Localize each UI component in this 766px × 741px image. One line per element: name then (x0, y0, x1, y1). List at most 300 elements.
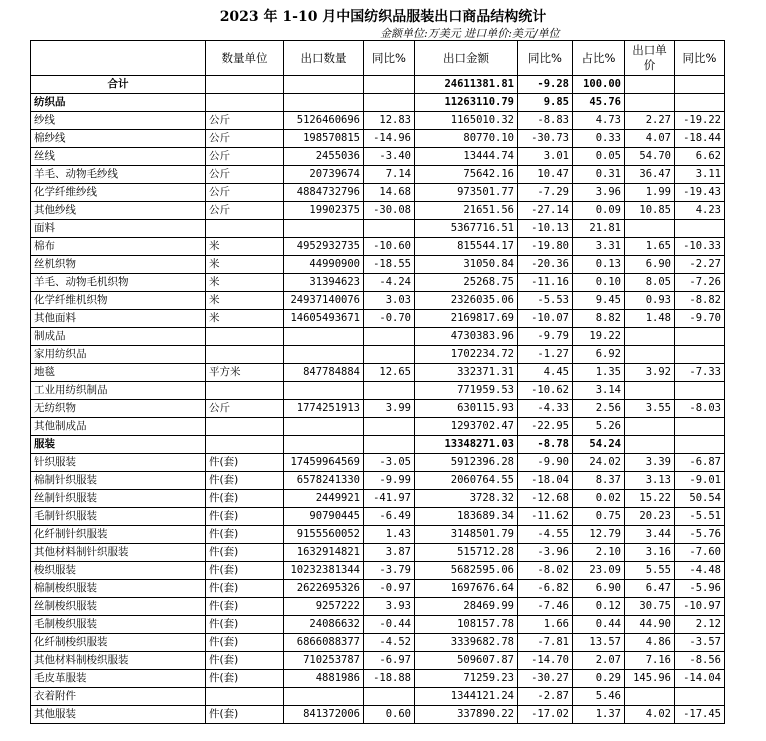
amount-cell: 13444.74 (415, 148, 518, 166)
share-cell: 2.56 (573, 400, 625, 418)
price-cell: 54.70 (625, 148, 675, 166)
price-cell: 3.44 (625, 526, 675, 544)
amount-yoy-cell: 10.47 (518, 166, 573, 184)
amount-cell: 1344121.24 (415, 688, 518, 706)
unit-cell: 公斤 (206, 184, 284, 202)
table-row (31, 706, 725, 724)
price-yoy-cell: 2.12 (675, 616, 725, 634)
item-name: 棉制针织服装 (31, 472, 206, 490)
qty-yoy-cell: 3.99 (364, 400, 415, 418)
share-cell: 0.09 (573, 202, 625, 220)
share-cell: 1.37 (573, 706, 625, 724)
share-cell: 5.26 (573, 418, 625, 436)
share-cell: 0.10 (573, 274, 625, 292)
item-name: 衣着附件 (31, 688, 206, 706)
amount-cell: 515712.28 (415, 544, 518, 562)
qty-yoy-cell: -4.24 (364, 274, 415, 292)
qty-yoy-cell: -18.88 (364, 670, 415, 688)
qty-yoy-cell (364, 94, 415, 112)
qty-yoy-cell: 3.87 (364, 544, 415, 562)
price-cell: 4.02 (625, 706, 675, 724)
price-cell (625, 436, 675, 454)
qty-yoy-cell: 12.83 (364, 112, 415, 130)
header-unit: 数量单位 (206, 41, 284, 76)
unit-cell: 件(套) (206, 670, 284, 688)
table-row (31, 328, 725, 346)
table-row (31, 184, 725, 202)
amount-yoy-cell: 1.66 (518, 616, 573, 634)
qty-yoy-cell (364, 418, 415, 436)
share-cell: 100.00 (573, 76, 625, 94)
price-yoy-cell: -10.97 (675, 598, 725, 616)
price-cell: 6.90 (625, 256, 675, 274)
price-yoy-cell: -7.60 (675, 544, 725, 562)
amount-cell: 71259.23 (415, 670, 518, 688)
table-row (31, 166, 725, 184)
price-cell (625, 346, 675, 364)
header-qty: 出口数量 (284, 41, 364, 76)
share-cell: 0.31 (573, 166, 625, 184)
table-row (31, 490, 725, 508)
price-cell: 36.47 (625, 166, 675, 184)
unit-cell (206, 436, 284, 454)
unit-cell: 米 (206, 274, 284, 292)
price-yoy-cell (675, 418, 725, 436)
price-cell (625, 220, 675, 238)
table-row (31, 580, 725, 598)
qty-cell: 10232381344 (284, 562, 364, 580)
amount-yoy-cell: -9.90 (518, 454, 573, 472)
table-row (31, 130, 725, 148)
price-cell: 1.48 (625, 310, 675, 328)
qty-yoy-cell: 7.14 (364, 166, 415, 184)
table-row (31, 346, 725, 364)
amount-cell: 771959.53 (415, 382, 518, 400)
page-title: 2023 年 1-10 月中国纺织品服装出口商品结构统计 (219, 9, 547, 25)
qty-cell: 4881986 (284, 670, 364, 688)
amount-cell: 5912396.28 (415, 454, 518, 472)
share-cell: 13.57 (573, 634, 625, 652)
qty-cell: 847784884 (284, 364, 364, 382)
price-cell: 1.65 (625, 238, 675, 256)
price-cell: 7.16 (625, 652, 675, 670)
amount-cell: 2060764.55 (415, 472, 518, 490)
qty-yoy-cell: -6.97 (364, 652, 415, 670)
price-cell: 145.96 (625, 670, 675, 688)
amount-cell: 1293702.47 (415, 418, 518, 436)
share-cell: 0.05 (573, 148, 625, 166)
price-cell (625, 382, 675, 400)
amount-yoy-cell: -19.80 (518, 238, 573, 256)
amount-cell: 24611381.81 (415, 76, 518, 94)
price-yoy-cell: -9.70 (675, 310, 725, 328)
share-cell: 2.10 (573, 544, 625, 562)
qty-cell (284, 76, 364, 94)
amount-cell: 31050.84 (415, 256, 518, 274)
amount-yoy-cell: -10.62 (518, 382, 573, 400)
share-cell: 21.81 (573, 220, 625, 238)
qty-yoy-cell (364, 328, 415, 346)
qty-yoy-cell: 14.68 (364, 184, 415, 202)
amount-yoy-cell: -7.46 (518, 598, 573, 616)
share-cell: 54.24 (573, 436, 625, 454)
qty-cell: 31394623 (284, 274, 364, 292)
amount-yoy-cell: -3.96 (518, 544, 573, 562)
header-amount: 出口金额 (415, 41, 518, 76)
amount-cell: 75642.16 (415, 166, 518, 184)
qty-yoy-cell (364, 76, 415, 94)
table-row (31, 310, 725, 328)
price-cell: 6.47 (625, 580, 675, 598)
qty-yoy-cell: -6.49 (364, 508, 415, 526)
share-cell: 19.22 (573, 328, 625, 346)
price-cell: 15.22 (625, 490, 675, 508)
table-row (31, 94, 725, 112)
qty-cell (284, 220, 364, 238)
price-yoy-cell: 4.23 (675, 202, 725, 220)
amount-cell: 509607.87 (415, 652, 518, 670)
amount-yoy-cell: -9.28 (518, 76, 573, 94)
qty-yoy-cell: -3.40 (364, 148, 415, 166)
qty-cell: 710253787 (284, 652, 364, 670)
amount-cell: 1702234.72 (415, 346, 518, 364)
price-cell (625, 418, 675, 436)
price-yoy-cell (675, 382, 725, 400)
item-name: 其他面料 (31, 310, 206, 328)
qty-yoy-cell: -4.52 (364, 634, 415, 652)
share-cell: 4.73 (573, 112, 625, 130)
price-yoy-cell: -7.33 (675, 364, 725, 382)
unit-cell (206, 76, 284, 94)
item-name: 丝线 (31, 148, 206, 166)
amount-yoy-cell: -8.78 (518, 436, 573, 454)
price-cell: 3.39 (625, 454, 675, 472)
price-cell (625, 94, 675, 112)
qty-cell: 20739674 (284, 166, 364, 184)
qty-yoy-cell: -30.08 (364, 202, 415, 220)
unit-cell (206, 346, 284, 364)
unit-cell: 公斤 (206, 148, 284, 166)
amount-yoy-cell: -7.81 (518, 634, 573, 652)
amount-cell: 337890.22 (415, 706, 518, 724)
price-yoy-cell: -8.82 (675, 292, 725, 310)
unit-cell: 米 (206, 310, 284, 328)
amount-yoy-cell: 4.45 (518, 364, 573, 382)
amount-cell: 80770.10 (415, 130, 518, 148)
amount-yoy-cell: -6.82 (518, 580, 573, 598)
amount-cell: 3339682.78 (415, 634, 518, 652)
item-name: 羊毛、动物毛纱线 (31, 166, 206, 184)
header-amount-yoy: 同比% (518, 41, 573, 76)
qty-cell (284, 328, 364, 346)
item-name: 针织服装 (31, 454, 206, 472)
table-row (31, 400, 725, 418)
share-cell: 3.14 (573, 382, 625, 400)
unit-cell: 公斤 (206, 166, 284, 184)
amount-yoy-cell: -11.62 (518, 508, 573, 526)
unit-cell (206, 220, 284, 238)
amount-cell: 815544.17 (415, 238, 518, 256)
amount-yoy-cell: -22.95 (518, 418, 573, 436)
unit-cell: 件(套) (206, 490, 284, 508)
qty-yoy-cell: -41.97 (364, 490, 415, 508)
share-cell: 8.82 (573, 310, 625, 328)
table-body (31, 76, 725, 724)
price-cell: 10.85 (625, 202, 675, 220)
unit-cell: 件(套) (206, 706, 284, 724)
price-yoy-cell (675, 688, 725, 706)
qty-cell: 1774251913 (284, 400, 364, 418)
table-row (31, 634, 725, 652)
item-name: 丝机织物 (31, 256, 206, 274)
price-yoy-cell: -5.51 (675, 508, 725, 526)
price-cell: 4.86 (625, 634, 675, 652)
amount-cell: 5367716.51 (415, 220, 518, 238)
price-cell: 1.99 (625, 184, 675, 202)
table-row (31, 670, 725, 688)
unit-cell: 件(套) (206, 562, 284, 580)
table-row (31, 274, 725, 292)
qty-yoy-cell: -14.96 (364, 130, 415, 148)
unit-cell (206, 328, 284, 346)
qty-cell: 24937140076 (284, 292, 364, 310)
price-yoy-cell: -9.01 (675, 472, 725, 490)
price-yoy-cell: -3.57 (675, 634, 725, 652)
table-row (31, 454, 725, 472)
amount-yoy-cell: -5.53 (518, 292, 573, 310)
price-cell: 3.16 (625, 544, 675, 562)
qty-yoy-cell: -18.55 (364, 256, 415, 274)
item-name: 其他服装 (31, 706, 206, 724)
item-name: 化纤制梭织服装 (31, 634, 206, 652)
price-yoy-cell: -14.04 (675, 670, 725, 688)
item-name: 工业用纺织制品 (31, 382, 206, 400)
qty-yoy-cell: 1.43 (364, 526, 415, 544)
item-name: 棉纱线 (31, 130, 206, 148)
item-name: 无纺织物 (31, 400, 206, 418)
table-row (31, 472, 725, 490)
table-row (31, 112, 725, 130)
unit-cell (206, 418, 284, 436)
unit-cell: 件(套) (206, 454, 284, 472)
price-yoy-cell: -5.76 (675, 526, 725, 544)
item-name: 棉制梭织服装 (31, 580, 206, 598)
qty-yoy-cell: 0.60 (364, 706, 415, 724)
item-name: 地毯 (31, 364, 206, 382)
price-yoy-cell (675, 436, 725, 454)
amount-cell: 28469.99 (415, 598, 518, 616)
item-name: 毛制梭织服装 (31, 616, 206, 634)
price-cell (625, 76, 675, 94)
price-cell: 44.90 (625, 616, 675, 634)
share-cell: 3.96 (573, 184, 625, 202)
item-name: 其他制成品 (31, 418, 206, 436)
table-row (31, 256, 725, 274)
price-cell: 3.92 (625, 364, 675, 382)
unit-cell: 件(套) (206, 472, 284, 490)
price-yoy-cell: -6.87 (675, 454, 725, 472)
price-cell: 4.07 (625, 130, 675, 148)
unit-cell: 米 (206, 256, 284, 274)
table-row (31, 238, 725, 256)
qty-yoy-cell: -3.79 (364, 562, 415, 580)
amount-yoy-cell: -4.33 (518, 400, 573, 418)
qty-cell: 19902375 (284, 202, 364, 220)
share-cell: 0.33 (573, 130, 625, 148)
qty-yoy-cell: -0.97 (364, 580, 415, 598)
qty-cell: 1632914821 (284, 544, 364, 562)
qty-yoy-cell: 3.93 (364, 598, 415, 616)
share-cell: 8.37 (573, 472, 625, 490)
share-cell: 5.46 (573, 688, 625, 706)
price-cell (625, 328, 675, 346)
item-name: 梭织服装 (31, 562, 206, 580)
unit-cell: 公斤 (206, 202, 284, 220)
item-name: 棉布 (31, 238, 206, 256)
price-cell: 30.75 (625, 598, 675, 616)
unit-cell: 公斤 (206, 400, 284, 418)
amount-yoy-cell: -17.02 (518, 706, 573, 724)
price-yoy-cell: -18.44 (675, 130, 725, 148)
item-name: 纺织品 (31, 94, 206, 112)
qty-cell (284, 346, 364, 364)
price-cell: 0.93 (625, 292, 675, 310)
item-name: 丝制针织服装 (31, 490, 206, 508)
item-name: 合计 (31, 76, 206, 94)
price-yoy-cell: -10.33 (675, 238, 725, 256)
share-cell: 0.75 (573, 508, 625, 526)
amount-yoy-cell: -10.07 (518, 310, 573, 328)
qty-cell: 6866088377 (284, 634, 364, 652)
table-row (31, 220, 725, 238)
qty-cell: 90790445 (284, 508, 364, 526)
qty-cell (284, 94, 364, 112)
amount-yoy-cell: -18.04 (518, 472, 573, 490)
amount-yoy-cell: -30.27 (518, 670, 573, 688)
amount-yoy-cell: -20.36 (518, 256, 573, 274)
unit-cell: 件(套) (206, 634, 284, 652)
item-name: 家用纺织品 (31, 346, 206, 364)
amount-cell: 2326035.06 (415, 292, 518, 310)
price-cell: 5.55 (625, 562, 675, 580)
amount-yoy-cell: -30.73 (518, 130, 573, 148)
qty-yoy-cell: -9.99 (364, 472, 415, 490)
price-yoy-cell (675, 94, 725, 112)
table-row (31, 526, 725, 544)
table-row (31, 652, 725, 670)
unit-cell: 米 (206, 238, 284, 256)
price-yoy-cell (675, 346, 725, 364)
amount-cell: 11263110.79 (415, 94, 518, 112)
item-name: 化学纤维纱线 (31, 184, 206, 202)
unit-cell (206, 94, 284, 112)
qty-cell: 5126460696 (284, 112, 364, 130)
price-yoy-cell: -19.22 (675, 112, 725, 130)
table-header-row (31, 41, 725, 76)
table-row (31, 202, 725, 220)
amount-yoy-cell: -27.14 (518, 202, 573, 220)
table-row (31, 382, 725, 400)
amount-cell: 183689.34 (415, 508, 518, 526)
qty-yoy-cell: -3.05 (364, 454, 415, 472)
units-note: 金额单位:万美元 进口单价:美元/单位 (380, 27, 560, 40)
qty-cell: 4952932735 (284, 238, 364, 256)
amount-cell: 332371.31 (415, 364, 518, 382)
amount-cell: 973501.77 (415, 184, 518, 202)
share-cell: 0.29 (573, 670, 625, 688)
price-yoy-cell: 50.54 (675, 490, 725, 508)
qty-cell (284, 382, 364, 400)
price-cell: 8.05 (625, 274, 675, 292)
header-share: 占比% (573, 41, 625, 76)
price-yoy-cell: -7.26 (675, 274, 725, 292)
qty-cell: 14605493671 (284, 310, 364, 328)
amount-cell: 2169817.69 (415, 310, 518, 328)
table-row (31, 508, 725, 526)
amount-cell: 4730383.96 (415, 328, 518, 346)
share-cell: 0.13 (573, 256, 625, 274)
amount-cell: 5682595.06 (415, 562, 518, 580)
table-row (31, 436, 725, 454)
table-row (31, 418, 725, 436)
unit-cell: 米 (206, 292, 284, 310)
unit-cell (206, 382, 284, 400)
qty-cell: 4884732796 (284, 184, 364, 202)
item-name: 羊毛、动物毛机织物 (31, 274, 206, 292)
amount-yoy-cell: -7.29 (518, 184, 573, 202)
amount-yoy-cell: -8.83 (518, 112, 573, 130)
qty-cell: 6578241330 (284, 472, 364, 490)
amount-yoy-cell: -2.87 (518, 688, 573, 706)
share-cell: 9.45 (573, 292, 625, 310)
item-name: 毛皮革服装 (31, 670, 206, 688)
price-yoy-cell: -8.56 (675, 652, 725, 670)
price-yoy-cell: -8.03 (675, 400, 725, 418)
unit-cell: 件(套) (206, 616, 284, 634)
share-cell: 12.79 (573, 526, 625, 544)
unit-cell: 件(套) (206, 526, 284, 544)
price-yoy-cell: -17.45 (675, 706, 725, 724)
price-yoy-cell (675, 76, 725, 94)
item-name: 其他纱线 (31, 202, 206, 220)
amount-yoy-cell: 3.01 (518, 148, 573, 166)
unit-cell (206, 688, 284, 706)
amount-yoy-cell: -10.13 (518, 220, 573, 238)
amount-yoy-cell: -12.68 (518, 490, 573, 508)
price-cell (625, 688, 675, 706)
share-cell: 6.90 (573, 580, 625, 598)
share-cell: 1.35 (573, 364, 625, 382)
unit-cell: 件(套) (206, 544, 284, 562)
share-cell: 23.09 (573, 562, 625, 580)
qty-cell (284, 688, 364, 706)
item-name: 化学纤维机织物 (31, 292, 206, 310)
share-cell: 45.76 (573, 94, 625, 112)
table-row (31, 76, 725, 94)
qty-yoy-cell: 3.03 (364, 292, 415, 310)
amount-cell: 25268.75 (415, 274, 518, 292)
unit-cell: 件(套) (206, 598, 284, 616)
qty-cell: 2455036 (284, 148, 364, 166)
amount-cell: 1697676.64 (415, 580, 518, 598)
table-row (31, 292, 725, 310)
share-cell: 2.07 (573, 652, 625, 670)
amount-yoy-cell: -8.02 (518, 562, 573, 580)
price-cell: 3.55 (625, 400, 675, 418)
item-name: 纱线 (31, 112, 206, 130)
item-name: 丝制梭织服装 (31, 598, 206, 616)
unit-cell: 平方米 (206, 364, 284, 382)
